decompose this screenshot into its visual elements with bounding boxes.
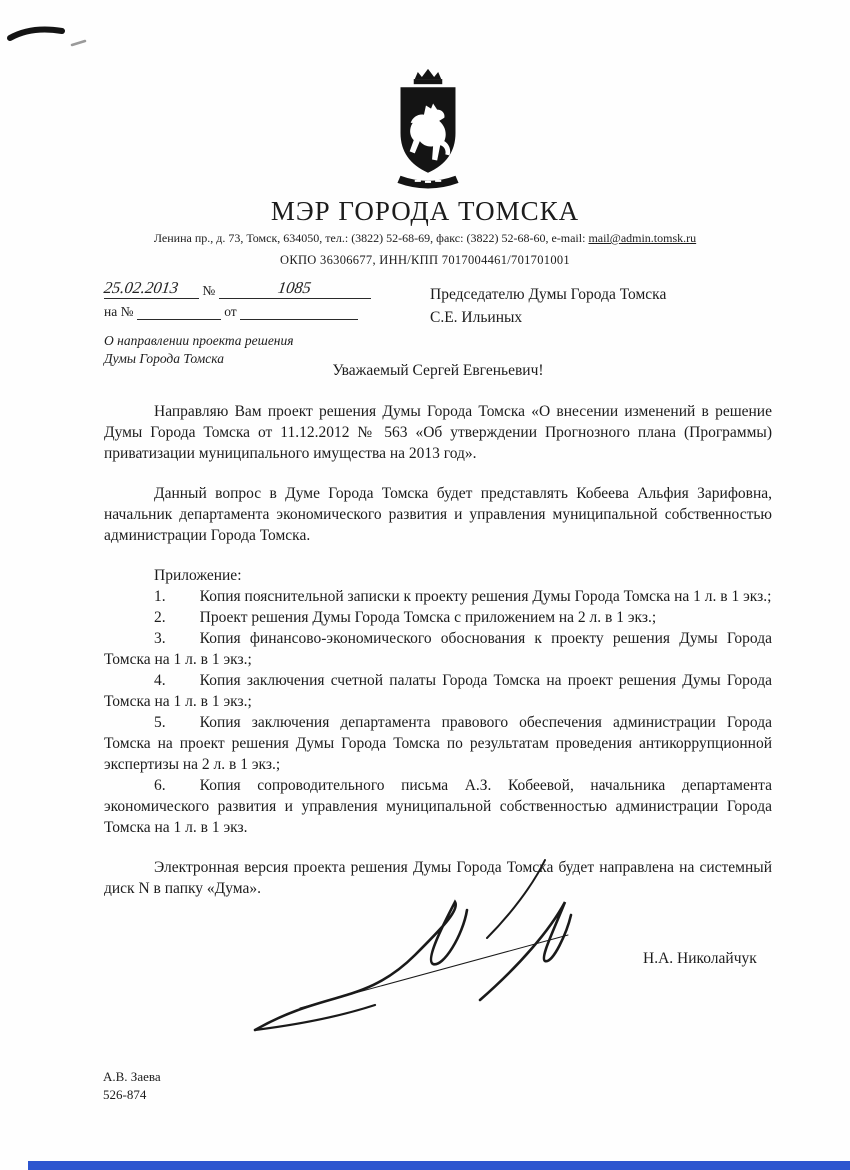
attachment-item [104, 670, 772, 712]
tomsk-coat-of-arms-icon [372, 68, 484, 194]
number-sign-label: № [202, 283, 216, 298]
outgoing-number-row [104, 278, 394, 299]
pen-mark-artifact [4, 22, 94, 54]
registration-codes: ОКПО 36306677, ИНН/КПП 7017004461/701701001 [280, 253, 570, 267]
attachment-item [104, 628, 772, 670]
attachment-text: Проект решения Думы Города Томска с приложением на 2 л. в 1 экз.; [199, 609, 657, 626]
date-field [104, 278, 199, 299]
attachment-number: 5. [154, 714, 166, 731]
letter-body [104, 360, 772, 899]
attachment-item [104, 775, 772, 838]
salutation: Уважаемый Сергей Евгеньевич! [332, 362, 544, 379]
paragraph: Данный вопрос в Думе Города Томска будет представлять Кобеева Альфия Зарифовна, начальник департамента экономического развития и управления муниципальной собственностью администрации Города Томска. [104, 485, 772, 544]
organization-name: МЭР ГОРОДА ТОМСКА [270, 196, 580, 226]
attachment-number: 3. [154, 630, 166, 647]
contact-line [0, 231, 850, 246]
email-text: mail@admin.tomsk.ru [588, 231, 697, 245]
attachment-text: Копия заключения счетной палаты Города Томска на проект решения Думы Города Томска на 1 л. в 1 экз.; [104, 672, 772, 710]
executor-block [103, 1068, 161, 1104]
addressee-block [430, 283, 666, 329]
reply-number-label: на № [104, 304, 134, 319]
attachments-label: Приложение: [154, 567, 242, 584]
number-field [219, 278, 371, 299]
reply-number-field [137, 305, 221, 320]
scan-edge-strip [28, 1161, 850, 1170]
addressee-name: С.Е. Ильиных [430, 309, 523, 326]
handwritten-date: 25.02.2013 [102, 278, 180, 297]
reply-date-label: от [224, 304, 237, 319]
reference-block [104, 278, 394, 368]
handwritten-signature-icon [215, 840, 605, 1045]
letter-subject: О направлении проекта решения Думы Города Томска [104, 333, 294, 366]
signer-name: Н.А. Николайчук [643, 950, 757, 967]
handwritten-number: 1085 [276, 278, 313, 297]
addressee-title: Председателю Думы Города Томска [430, 286, 667, 303]
reply-date-field [240, 305, 358, 320]
paragraph: Электронная версия проекта решения Думы Города Томска будет направлена на системный диск N в папку «Дума». [104, 859, 772, 897]
executor-phone: 526-874 [103, 1087, 147, 1102]
crown-icon [414, 69, 443, 84]
attachment-text: Копия заключения департамента правового обеспечения администрации Города Томска на проект решения Думы Города Томска по результатам проведения антикоррупционной экспертизы на 2 л. в 1 экз.; [104, 714, 772, 773]
attachment-number: 2. [154, 609, 166, 626]
attachment-item [104, 712, 772, 775]
attachment-item [104, 586, 772, 607]
reply-reference-row [104, 304, 394, 320]
attachment-text: Копия пояснительной записки к проекту решения Думы Города Томска на 1 л. в 1 экз.; [199, 588, 772, 605]
attachment-number: 6. [154, 777, 166, 794]
executor-name: А.В. Заева [103, 1069, 161, 1084]
attachment-text: Копия сопроводительного письма А.З. Кобеевой, начальника департамента экономического развития и управления муниципальной собственностью администрации Города Томска на 1 л. в 1 экз. [104, 777, 772, 836]
attachment-text: Копия финансово-экономического обоснования к проекту решения Думы Города Томска на 1 л. в 1 экз.; [104, 630, 772, 668]
paragraph: Направляю Вам проект решения Думы Города Томска «О внесении изменений в решение Думы Города Томска от 11.12.2012 № 563 «Об утверждении Прогнозного плана (Программы) приватизации муниципального имущества на 2013 год». [104, 403, 772, 462]
contact-text: Ленина пр., д. 73, Томск, 634050, тел.: (3822) 52-68-69, факс: (3822) 52-68-60, e-mail: [153, 231, 589, 245]
attachment-number: 1. [154, 588, 166, 605]
attachment-number: 4. [154, 672, 166, 689]
attachment-item [104, 607, 772, 628]
